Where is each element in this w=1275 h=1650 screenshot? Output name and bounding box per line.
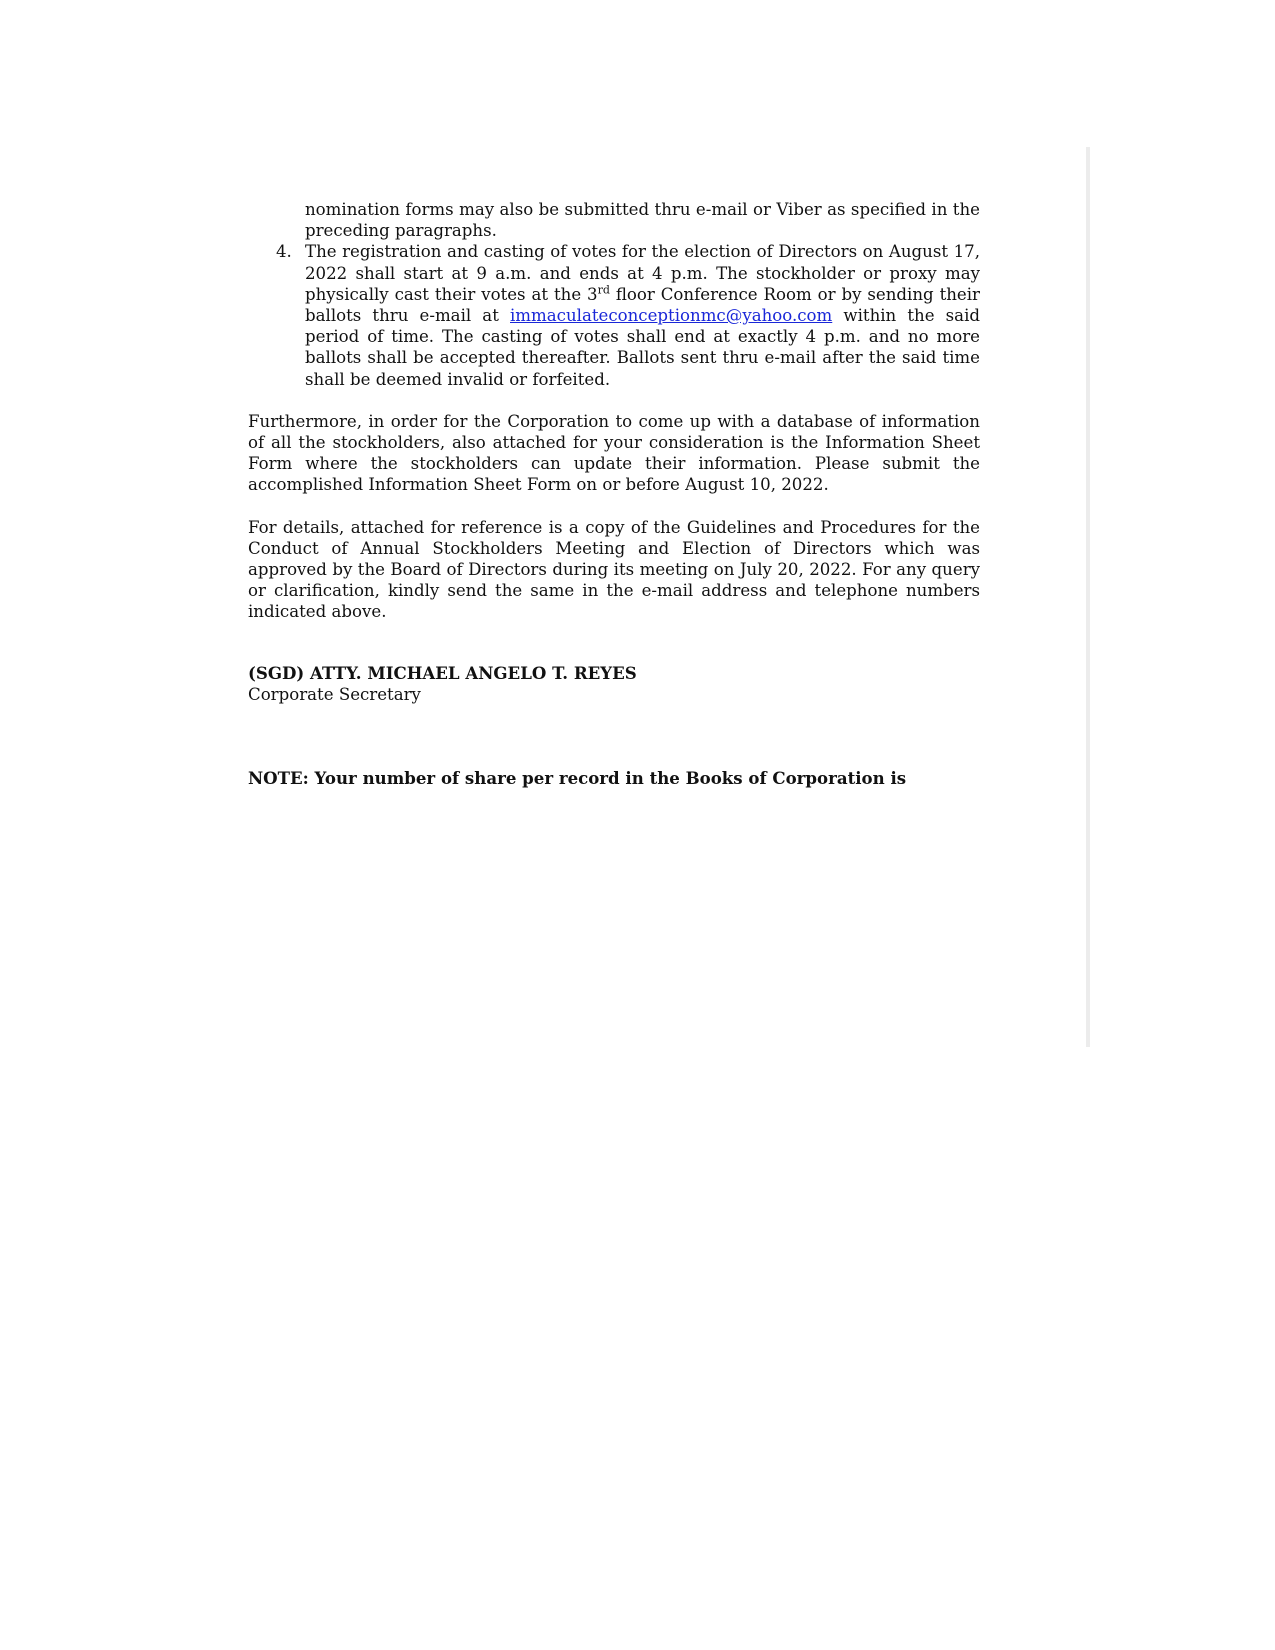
details-paragraph: For details, attached for reference is a copy of the Guidelines and Procedures for the Conduct of Annual Stockholders Meeting and Election of Directors which was approved by the Board of Directors during its meeting on July 20, 2022. For any query or clarification, kindly send the same in the e-mail address and telephone numbers indicated above. xyxy=(248,517,980,622)
share-note: NOTE: Your number of share per record in the Books of Corporation is xyxy=(248,768,907,789)
signature-block xyxy=(248,663,980,705)
ordinal-suffix: rd xyxy=(597,283,610,297)
item4-text-end: within the said period of time. The casting of votes shall end at exactly 4 p.m. and no more ballots shall be accepted thereafter. Ballots sent thru e-mail after the said time shall be deemed invalid or forfeited. xyxy=(305,306,981,389)
email-link[interactable]: immaculateconceptionmc@yahoo.com xyxy=(510,306,833,326)
item4-text-start: The registration and casting of votes for the election of Directors on August 17, 2022 shall start at 9 a.m. and ends at 4 p.m. The stockholder or proxy may physically cast their votes at the 3 xyxy=(305,242,980,304)
list-item-4 xyxy=(276,241,981,389)
page-edge-shadow xyxy=(1086,147,1090,1047)
signer-title: Corporate Secretary xyxy=(248,684,421,704)
item4-text-middle: floor Conference Room or by sending their ballots thru e-mail at xyxy=(305,284,980,326)
document-body xyxy=(248,199,980,789)
list-number: 4. xyxy=(276,242,292,262)
signer-name: (SGD) ATTY. MICHAEL ANGELO T. REYES xyxy=(248,662,637,683)
furthermore-paragraph: Furthermore, in order for the Corporation to come up with a database of information of all the stockholders, also attached for your consideration is the Information Sheet Form where the stockholders can update their information. Please submit the accomplished Information Sheet Form on or before August 10, 2022. xyxy=(248,411,980,495)
continuation-paragraph: nomination forms may also be submitted thru e-mail or Viber as specified in the preceding paragraphs. xyxy=(305,200,980,241)
